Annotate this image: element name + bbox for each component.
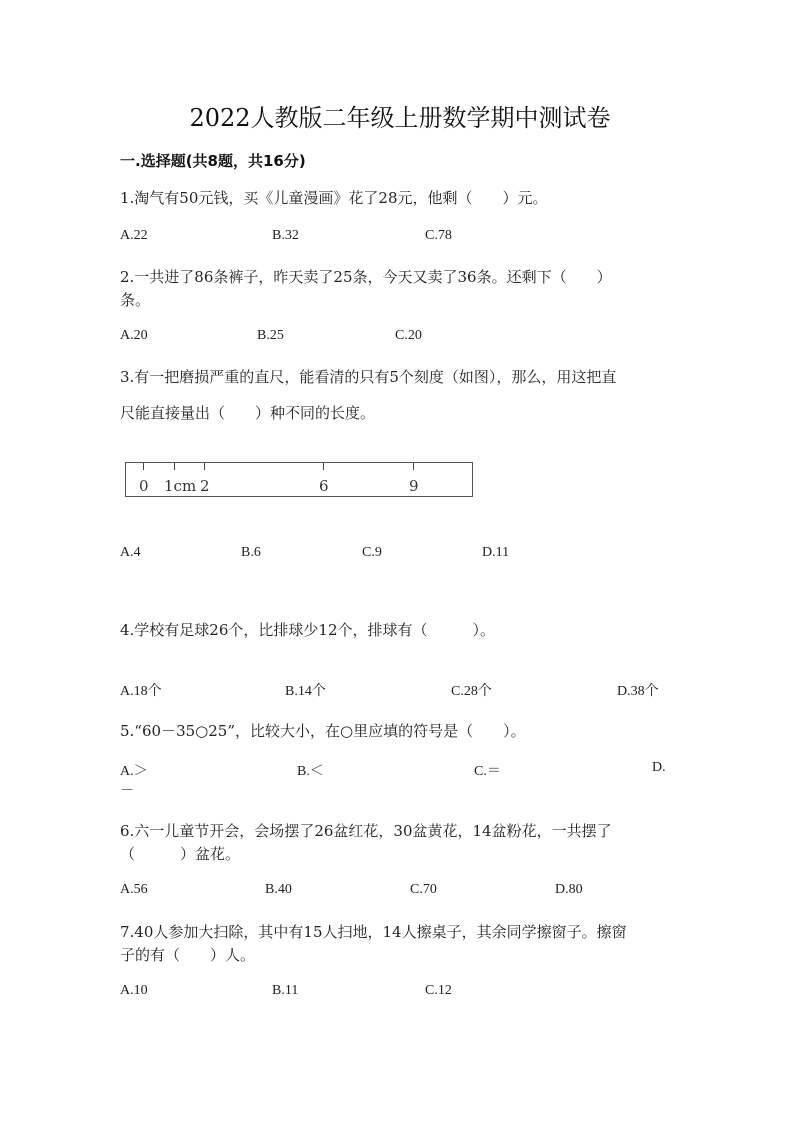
ruler-label-9: 9 <box>409 477 419 495</box>
question-3-stem-line2: 尺能直接量出（ ）种不同的长度。 <box>120 404 376 422</box>
q6-option-a[interactable]: A.56 <box>120 882 148 897</box>
q3-option-c[interactable]: C.9 <box>362 545 382 560</box>
ruler-figure <box>125 462 473 497</box>
ruler-tick-9 <box>413 463 414 470</box>
q7-option-c[interactable]: C.12 <box>425 983 452 998</box>
q3-option-b[interactable]: B.6 <box>241 545 261 560</box>
question-1-stem: 1.淘气有50元钱，买《儿童漫画》花了28元，他剩（ ）元。 <box>120 189 548 207</box>
q1-option-b[interactable]: B.32 <box>272 228 299 243</box>
q4-option-a[interactable]: A.18个 <box>120 684 162 699</box>
ruler-label-1cm: 1cm <box>164 477 197 495</box>
question-6-stem-line1: 6.六一儿童节开会，会场摆了26盆红花，30盆黄花，14盆粉花，一共摆了 <box>120 822 612 840</box>
page-title: 2022人教版二年级上册数学期中测试卷 <box>189 104 611 132</box>
q5-option-d[interactable]: D. <box>652 760 666 775</box>
ruler-tick-0 <box>143 463 144 470</box>
question-5-stem: 5.“60－35○25”，比较大小，在○里应填的符号是（ ）。 <box>120 722 526 740</box>
q4-option-d[interactable]: D.38个 <box>617 684 659 699</box>
question-3-stem-line1: 3.有一把磨损严重的直尺，能看清的只有5个刻度（如图），那么，用这把直 <box>120 368 617 386</box>
q3-option-a[interactable]: A.4 <box>120 545 141 560</box>
ruler-tick-6 <box>323 463 324 470</box>
ruler-label-2: 2 <box>200 477 210 495</box>
question-7-stem-line1: 7.40人参加大扫除，其中有15人扫地，14人擦桌子，其余同学擦窗子。擦窗 <box>120 923 627 941</box>
q1-option-a[interactable]: A.22 <box>120 228 148 243</box>
section-heading: 一.选择题(共8题，共16分) <box>120 152 306 170</box>
q7-option-b[interactable]: B.11 <box>272 983 299 998</box>
q6-option-b[interactable]: B.40 <box>265 882 292 897</box>
ruler-tick-1 <box>174 463 175 470</box>
q5-option-a[interactable]: A.＞ <box>120 764 148 779</box>
q6-option-c[interactable]: C.70 <box>410 882 437 897</box>
q1-option-c[interactable]: C.78 <box>425 228 452 243</box>
question-6-stem-line2: （ ）盆花。 <box>120 845 241 863</box>
q2-option-c[interactable]: C.20 <box>395 328 422 343</box>
ruler-label-6: 6 <box>319 477 329 495</box>
q5-option-b[interactable]: B.＜ <box>297 764 324 779</box>
q2-option-b[interactable]: B.25 <box>257 328 284 343</box>
question-4-stem: 4.学校有足球26个，比排球少12个，排球有（ ）。 <box>120 621 495 639</box>
q2-option-a[interactable]: A.20 <box>120 328 148 343</box>
question-7-stem-line2: 子的有（ ）人。 <box>120 946 256 964</box>
q7-option-a[interactable]: A.10 <box>120 983 148 998</box>
ruler-tick-2 <box>204 463 205 470</box>
q3-option-d[interactable]: D.11 <box>482 545 510 560</box>
q5-option-c[interactable]: C.＝ <box>474 764 501 779</box>
ruler-label-0: 0 <box>139 477 149 495</box>
q6-option-d[interactable]: D.80 <box>555 882 583 897</box>
question-2-stem-line1: 2.一共进了86条裤子，昨天卖了25条，今天又卖了36条。还剩下（ ） <box>120 268 612 286</box>
q5-option-d-symbol: － <box>120 784 134 799</box>
q4-option-c[interactable]: C.28个 <box>451 684 492 699</box>
q4-option-b[interactable]: B.14个 <box>285 684 326 699</box>
question-2-stem-line2: 条。 <box>120 291 151 309</box>
